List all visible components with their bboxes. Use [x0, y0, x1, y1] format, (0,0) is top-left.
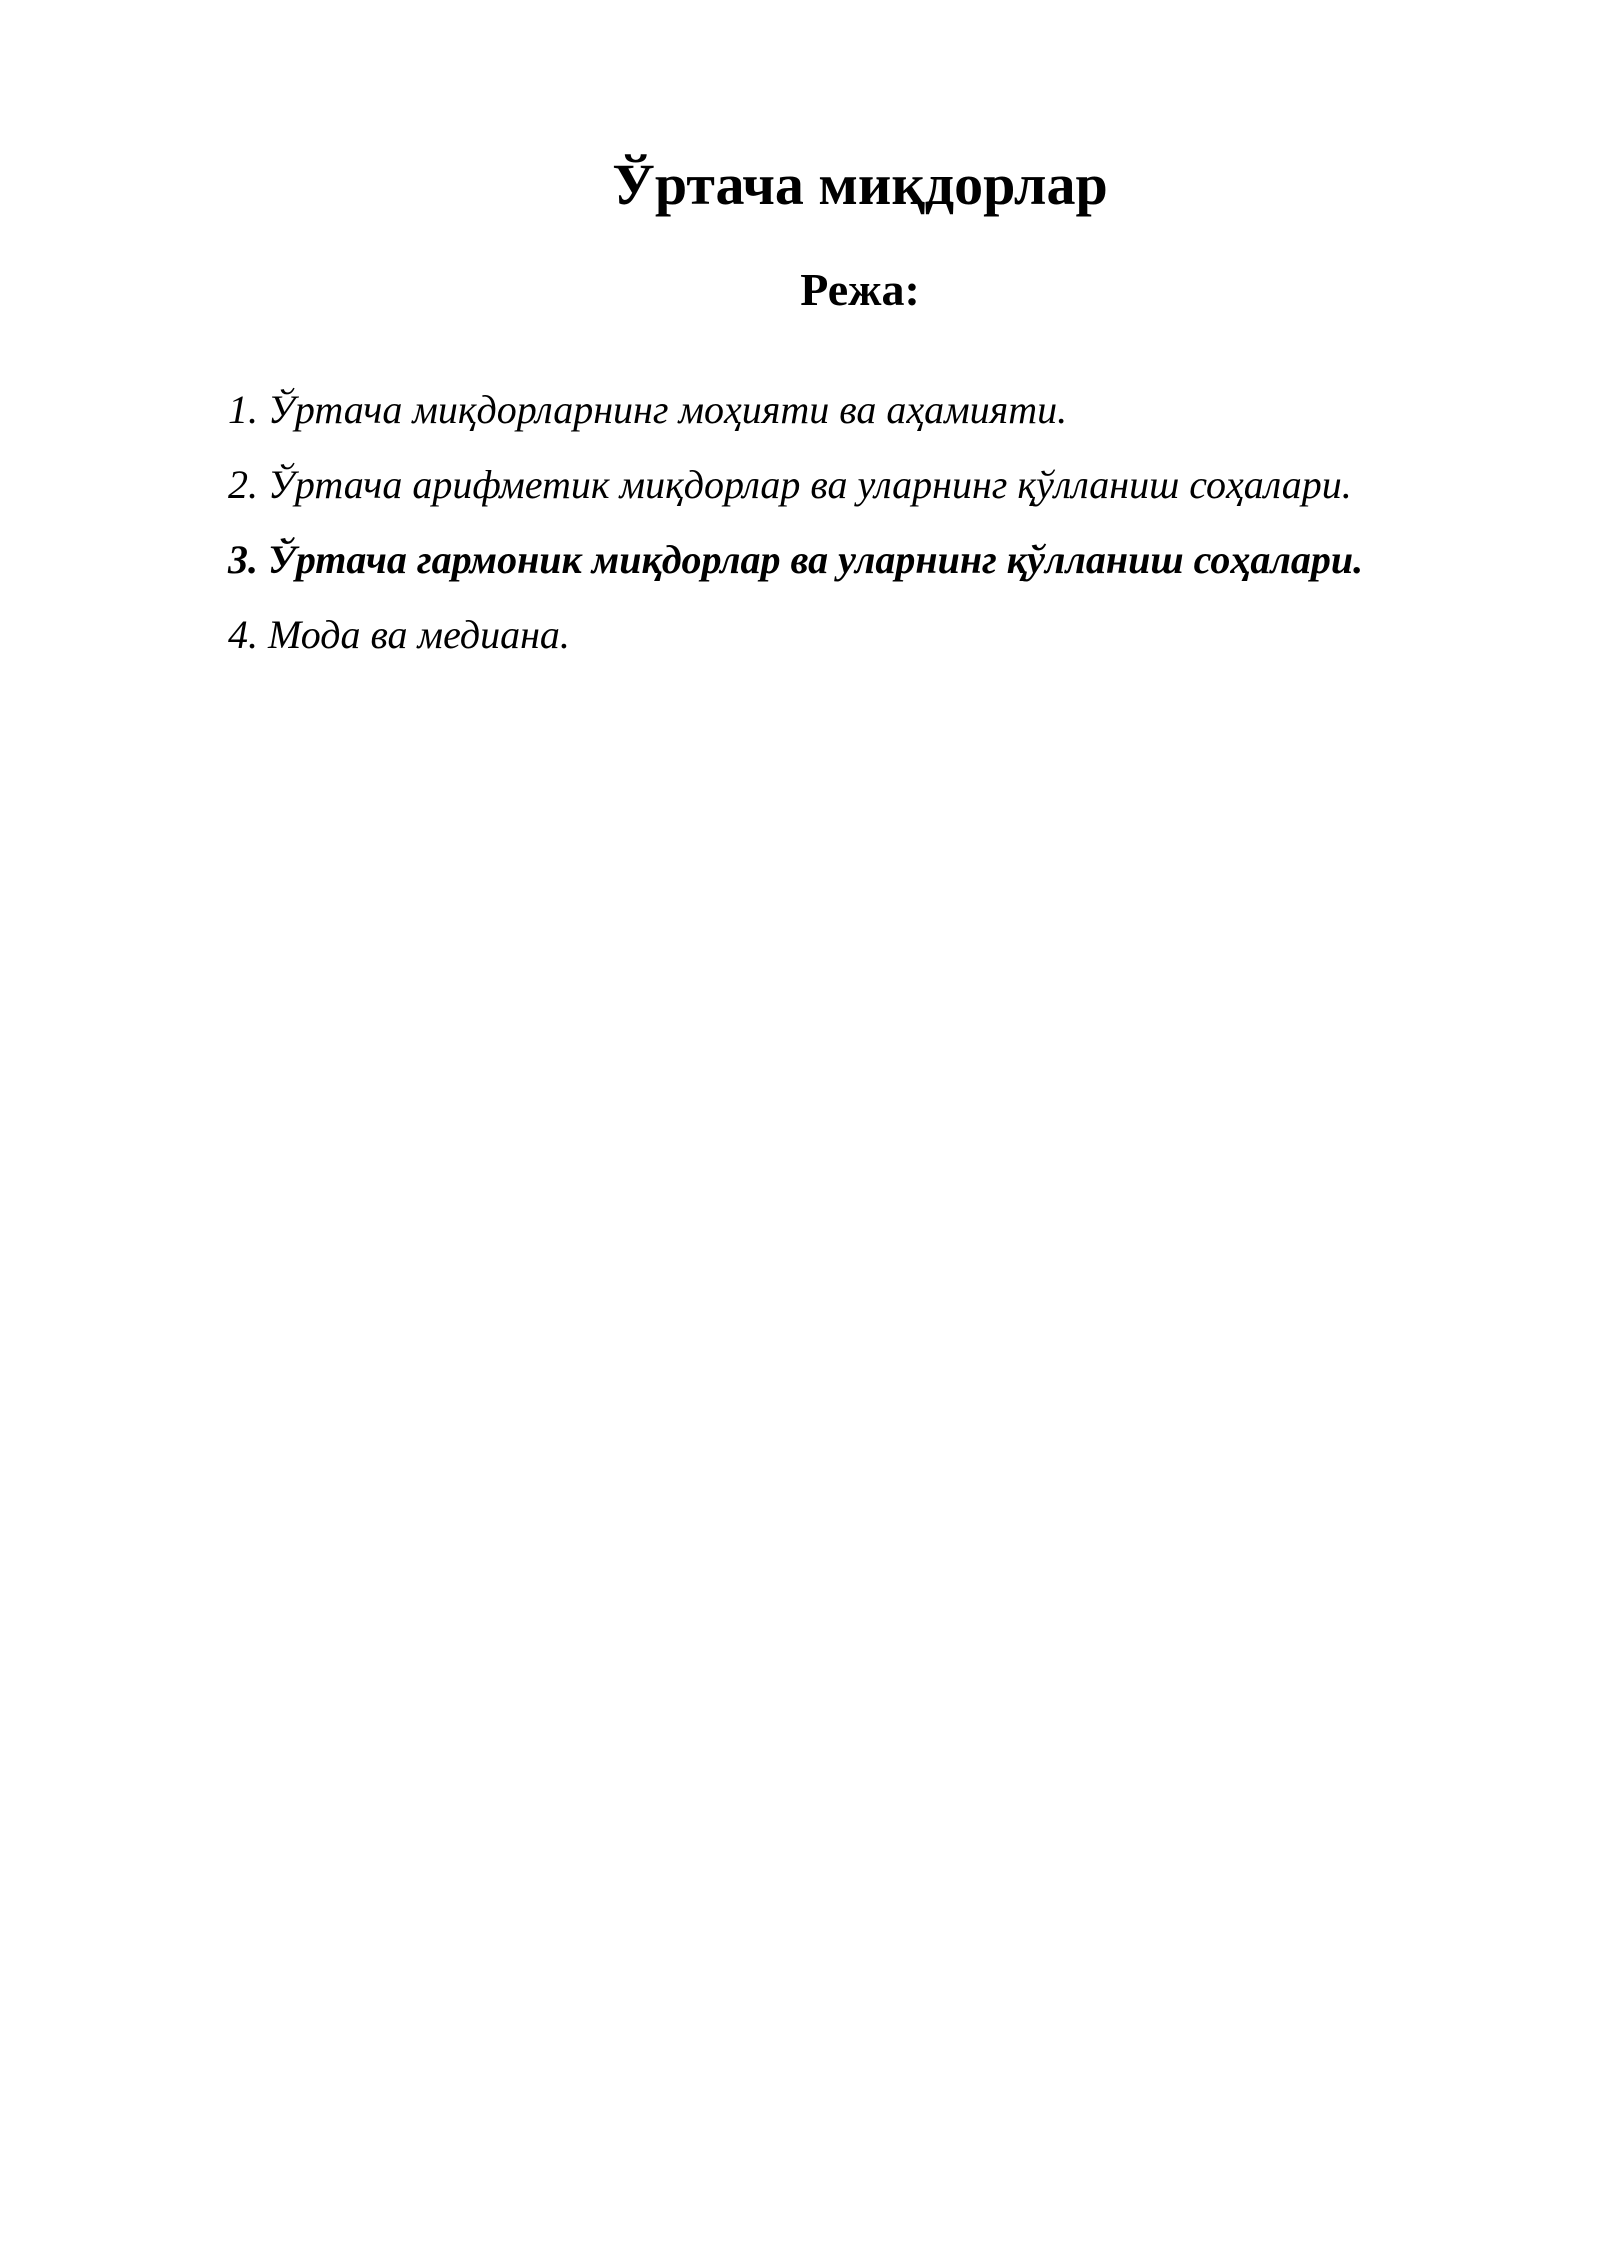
- plan-list: [228, 372, 1363, 672]
- plan-heading: Режа:: [800, 264, 920, 315]
- plan-item-2: 2. Ўртача арифметик миқдорлар ва уларнинг қўлланиш соҳалари.: [228, 462, 1352, 507]
- page-title: Ўртача миқдорлар: [612, 152, 1108, 217]
- plan-item-3: 3. Ўртача гармоник миқдорлар ва уларнинг қўлланиш соҳалари.: [228, 537, 1364, 582]
- plan-item-1: 1. Ўртача миқдорларнинг моҳияти ва аҳамияти.: [228, 387, 1068, 432]
- plan-item-4: 4. Мода ва медиана.: [228, 612, 570, 657]
